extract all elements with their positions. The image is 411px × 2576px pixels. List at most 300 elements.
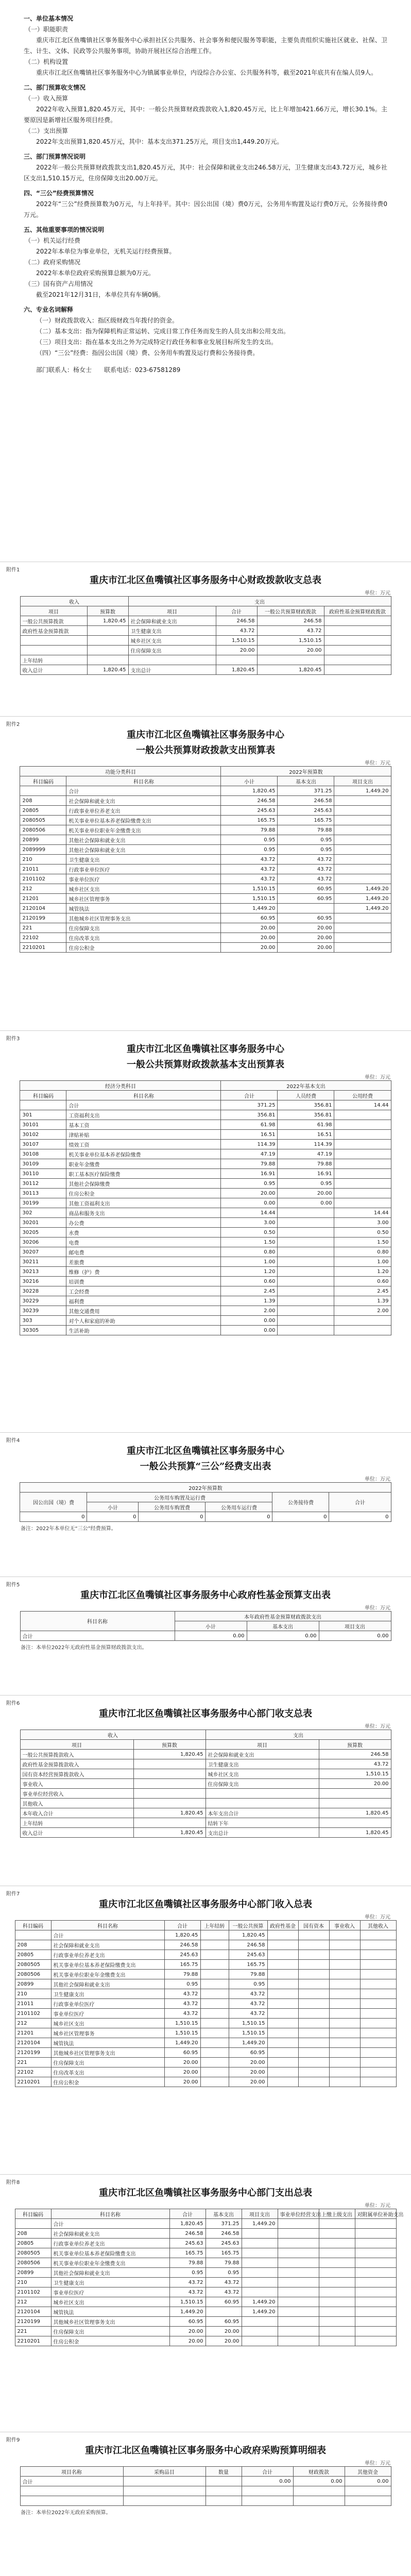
attachment-tag: 附件3 — [6, 1036, 20, 1042]
table-cell: 1,449.20 — [221, 904, 278, 913]
table-cell — [200, 1960, 229, 1970]
table-row — [20, 1179, 391, 1189]
paragraph: 2022年本单位政府采购预算总额为0万元。 — [36, 269, 155, 277]
table-cell: 城乡社区支出 — [66, 884, 221, 894]
table-cell: 1,510.15 — [164, 2028, 200, 2038]
table-cell: 20.00 — [278, 933, 334, 943]
table-cell: 收入总计 — [20, 665, 87, 675]
table-title: 重庆市江北区鱼嘴镇社区事务服务中心政府采购预算明细表 — [85, 2445, 326, 2456]
table-cell: 16.51 — [221, 1130, 278, 1140]
table-row — [20, 913, 391, 923]
table-row — [20, 1169, 391, 1179]
table-cell — [334, 943, 391, 953]
table-cell: 0.00 — [221, 1316, 278, 1326]
table-cell: 43.72 — [229, 2009, 267, 2019]
table-row — [15, 2058, 396, 2067]
attachment-tag: 附件8 — [6, 2180, 20, 2185]
table-cell — [267, 1930, 298, 1940]
table-cell — [257, 655, 324, 665]
basic-expenditure-table — [20, 1080, 391, 1335]
table-cell: 30201 — [20, 1218, 66, 1228]
table-cell — [200, 1979, 229, 1989]
table-cell — [360, 1930, 396, 1940]
column-header: 其他收入 — [360, 1921, 396, 1930]
table-cell: 1,449.20 — [334, 894, 391, 904]
table-cell: 1,820.45 — [133, 1750, 206, 1759]
department-summary-table — [20, 1730, 391, 1838]
table-row — [20, 884, 391, 894]
table-cell — [319, 2327, 355, 2336]
table-cell — [267, 1999, 298, 2009]
table-cell — [360, 1960, 396, 1970]
table-cell — [206, 2307, 242, 2317]
table-cell — [334, 923, 391, 933]
column-header: 预算数 — [319, 1740, 391, 1750]
table-header: 收入 — [20, 597, 128, 606]
table-cell — [329, 1999, 360, 2009]
table-cell: 20.00 — [278, 1189, 334, 1198]
table-cell: 其他社会保障缴费 — [66, 1179, 221, 1189]
table-cell: 30207 — [20, 1247, 66, 1257]
table-cell: 20.00 — [278, 943, 334, 953]
table-cell — [293, 2486, 345, 2496]
table-row — [15, 2038, 396, 2048]
table-cell — [278, 2229, 319, 2239]
table-1-section — [0, 562, 411, 675]
table-cell — [278, 1316, 334, 1326]
table-cell: 0.00 — [345, 2477, 391, 2486]
table-cell: 30199 — [20, 1198, 66, 1208]
column-header: 本年政府性基金预算财政拨款支出 — [175, 1612, 391, 1621]
table-cell: 1,820.45 — [229, 1930, 267, 1940]
government-fund-table — [20, 1611, 391, 1641]
table-row — [20, 1257, 391, 1267]
table-cell: 21011 — [20, 865, 66, 874]
paragraph: （三）项目支出：指在基本支出之外为完成特定行政任务和事业发展目标所发生的支出。 — [36, 338, 278, 346]
table-cell: 43.72 — [164, 1999, 200, 2009]
table-cell: 221 — [15, 2327, 51, 2336]
table-row — [20, 1100, 391, 1110]
contact-line: 部门联系人：杨女士 联系电话：023-67581289 — [36, 366, 181, 374]
table-cell: 其他工资福利支出 — [66, 1198, 221, 1208]
table-cell: 246.58 — [169, 2229, 206, 2239]
table-row — [15, 1960, 396, 1970]
table-cell: 1,510.15 — [319, 1769, 391, 1779]
table-cell — [360, 2058, 396, 2067]
attachment-tag: 附件2 — [6, 722, 20, 727]
section-subheading: （二）机构设置 — [25, 58, 68, 65]
table-cell — [324, 646, 391, 655]
table-cell — [345, 2486, 391, 2496]
table-cell — [242, 2317, 278, 2327]
table-cell — [334, 835, 391, 845]
table-row — [15, 2327, 396, 2336]
table-cell — [329, 2058, 360, 2067]
table-cell — [200, 2048, 229, 2058]
attachment-tag: 附件7 — [6, 1891, 20, 1897]
table-title: 重庆市江北区鱼嘴镇社区事务服务中心 — [127, 1044, 284, 1055]
table-row — [15, 2028, 396, 2038]
table-cell: 2101102 — [15, 2009, 51, 2019]
table-cell: 210 — [20, 855, 66, 865]
table-row — [20, 665, 391, 675]
paragraph: 2022年“三公”经费预算数为0万元，与上年持平。其中：因公出国（境）费0万元，公务用车购置及运行费0万元，公务接待费0万元。 — [24, 200, 387, 218]
table-cell: 一般公共预算拨款收入 — [20, 1750, 133, 1759]
unit-label: 单位：万元 — [365, 2461, 390, 2466]
table-cell — [20, 2496, 123, 2506]
table-cell: 2080506 — [15, 1970, 51, 1979]
section-heading: 六、专业名词解释 — [24, 306, 74, 313]
table-cell: 维修（护）费 — [66, 1267, 221, 1277]
table-cell: 20.00 — [206, 2327, 242, 2336]
procurement-table — [20, 2466, 391, 2506]
table-row — [20, 904, 391, 913]
table-cell: 20.00 — [278, 923, 334, 933]
table-cell — [278, 1296, 334, 1306]
table-row — [20, 933, 391, 943]
table-cell: 208 — [15, 1940, 51, 1950]
table-cell — [319, 2239, 355, 2248]
table-cell — [329, 1940, 360, 1950]
table-cell: 上年结转 — [20, 655, 87, 665]
table-cell: 79.88 — [229, 1970, 267, 1979]
table-cell — [319, 1818, 391, 1828]
unit-label: 单位：万元 — [365, 2203, 390, 2209]
table-cell: 机关事业单位基本养老保险缴费支出 — [51, 2248, 169, 2258]
table-cell: 住房公积金 — [51, 2077, 164, 2087]
table-cell: 生活补助 — [66, 1326, 221, 1335]
table-cell: 0.50 — [334, 1228, 391, 1238]
column-header: 公用经费 — [334, 1091, 391, 1100]
paragraph: 2022年支出预算1,820.45万元，其中：基本支出371.25万元，项目支出1,449.20万元。 — [36, 138, 283, 145]
table-cell — [329, 1979, 360, 1989]
column-header: 项目 — [20, 1740, 133, 1750]
table-cell: 22102 — [15, 2067, 51, 2077]
table-cell — [278, 2219, 319, 2229]
general-budget-expenditure-table — [20, 766, 391, 953]
table-cell — [200, 2009, 229, 2019]
unit-label: 单位：万元 — [365, 1605, 390, 1611]
table-row — [20, 1828, 391, 1838]
table-row — [15, 2009, 396, 2019]
table-cell: 住房公积金 — [66, 943, 221, 953]
column-header: 基本支出 — [206, 2209, 242, 2219]
table-cell: 43.72 — [257, 626, 324, 636]
table-cell: 114.39 — [221, 1140, 278, 1149]
table-title: 重庆市江北区鱼嘴镇社区事务服务中心部门支出总表 — [99, 2188, 312, 2198]
table-cell: 20899 — [15, 2268, 51, 2278]
table-cell — [334, 855, 391, 865]
table-row — [15, 2268, 396, 2278]
table-cell: 1,510.15 — [221, 894, 278, 904]
table-cell: 行政事业单位养老支出 — [51, 2239, 169, 2248]
table-cell: 20.00 — [164, 2067, 200, 2077]
column-header: 基本支出 — [247, 1621, 319, 1631]
table-cell: 0.95 — [278, 835, 334, 845]
table-cell — [242, 2336, 278, 2346]
table-cell: 0.60 — [221, 1277, 278, 1286]
table-cell — [334, 1198, 391, 1208]
table-cell — [15, 1930, 51, 1940]
table-cell: 1,510.15 — [257, 636, 324, 646]
table-cell: 60.95 — [169, 2317, 206, 2327]
table-cell: 政府性基金预算拨款收入 — [20, 1759, 133, 1769]
table-cell — [355, 2268, 396, 2278]
table-cell: 0.95 — [229, 1979, 267, 1989]
table-cell — [329, 1960, 360, 1970]
table-row — [20, 1789, 391, 1799]
table-row — [20, 616, 391, 626]
column-header: 预算数 — [133, 1740, 206, 1750]
table-cell: 43.72 — [221, 865, 278, 874]
table-cell: 津贴补贴 — [66, 1130, 221, 1140]
table-cell: 0.80 — [334, 1247, 391, 1257]
table-cell — [355, 2327, 396, 2336]
table-title: 重庆市江北区鱼嘴镇社区事务服务中心部门收入总表 — [99, 1899, 312, 1910]
table-cell — [319, 2219, 355, 2229]
table-cell — [242, 2278, 278, 2287]
table-cell — [278, 1238, 334, 1247]
table-cell: 20.00 — [221, 1189, 278, 1198]
table-cell: 0.95 — [221, 835, 278, 845]
unit-label: 单位：万元 — [365, 1724, 390, 1730]
column-header: 科目编码 — [15, 1921, 51, 1930]
table-cell: 20.00 — [206, 2336, 242, 2346]
table-cell: 1,820.45 — [319, 1808, 391, 1818]
column-header: 财政拨款 — [293, 2467, 345, 2477]
table-cell: 其他社会保障和就业支出 — [51, 2268, 169, 2278]
table-cell — [278, 2287, 319, 2297]
table-cell: 0.95 — [164, 1979, 200, 1989]
table-cell: 1,820.45 — [87, 616, 128, 626]
table-cell: 21011 — [15, 1999, 51, 2009]
table-row — [15, 2258, 396, 2268]
table-cell — [242, 2229, 278, 2239]
unit-label: 单位：万元 — [365, 1914, 390, 1920]
table-cell: 1,510.15 — [169, 2297, 206, 2307]
table-cell — [206, 2486, 242, 2496]
table-cell — [345, 2496, 391, 2506]
section-subheading: （一）机关运行经费 — [25, 237, 81, 244]
table-cell: 事业单位医疗 — [51, 2287, 169, 2297]
table-cell: 1.00 — [334, 1257, 391, 1267]
column-header: 2022年基本支出 — [221, 1081, 391, 1091]
table-cell: 工资福利支出 — [66, 1110, 221, 1120]
table-cell — [123, 2496, 206, 2506]
table-cell — [278, 1306, 334, 1316]
table-row — [20, 1631, 391, 1641]
table-cell: 165.75 — [221, 816, 278, 825]
table-cell: 356.81 — [278, 1110, 334, 1120]
table-cell: 20.00 — [169, 2327, 206, 2336]
table-cell: 住房公积金 — [51, 2336, 169, 2346]
table-cell: 303 — [20, 1316, 66, 1326]
column-header: 科目编码 — [15, 2209, 51, 2219]
table-cell — [355, 2287, 396, 2297]
table-cell: 1,820.45 — [216, 665, 257, 675]
table-cell: 14.44 — [334, 1100, 391, 1110]
table-row — [20, 1799, 391, 1808]
table-cell: 2.00 — [334, 1306, 391, 1316]
table-cell — [242, 2496, 293, 2506]
table-cell — [360, 1950, 396, 1960]
table-row — [20, 1110, 391, 1120]
column-header: 一般公共预算财政拨款 — [257, 606, 324, 616]
table-cell: 20.00 — [216, 646, 257, 655]
column-header: 合计 — [216, 606, 257, 616]
table-cell — [355, 2219, 396, 2229]
column-header: 科目编码 — [20, 776, 66, 786]
table-cell: 1,820.45 — [164, 1930, 200, 1940]
table-cell: 福利费 — [66, 1296, 221, 1306]
table-cell: 1,820.45 — [133, 1828, 206, 1838]
table-cell — [298, 2067, 329, 2077]
table-cell: 城管执法 — [51, 2038, 164, 2048]
table-cell — [278, 1286, 334, 1296]
table-cell: 60.95 — [278, 884, 334, 894]
table-cell: 20.00 — [229, 2058, 267, 2067]
table-cell: 61.98 — [221, 1120, 278, 1130]
table-row — [20, 1306, 391, 1316]
table-cell — [278, 1257, 334, 1267]
table-cell: 2101102 — [20, 874, 66, 884]
table-cell — [329, 2028, 360, 2038]
table-cell — [360, 1940, 396, 1950]
table-cell: 30102 — [20, 1130, 66, 1140]
table-cell: 245.63 — [278, 806, 334, 816]
paragraph: （一）财政拨款收入：指区级财政当年拨付的资金。 — [36, 317, 179, 324]
table-3-section — [0, 1030, 411, 1335]
table-cell: 302 — [20, 1208, 66, 1218]
table-cell — [334, 796, 391, 806]
table-cell: 371.25 — [278, 786, 334, 796]
table-cell — [319, 2278, 355, 2287]
table-cell: 1,510.15 — [164, 2019, 200, 2028]
table-cell: 20.00 — [221, 923, 278, 933]
table-cell — [200, 1989, 229, 1999]
table-cell: 79.88 — [206, 2258, 242, 2268]
table-cell: 245.63 — [164, 1950, 200, 1960]
table-cell — [298, 2038, 329, 2048]
table-cell: 246.58 — [216, 616, 257, 626]
table-row — [20, 1750, 391, 1759]
table-cell: 30110 — [20, 1169, 66, 1179]
table-row — [20, 1218, 391, 1228]
paragraph: 2022年本单位为事业单位，无机关运行经费预算。 — [36, 248, 176, 255]
table-cell — [200, 2038, 229, 2048]
table-cell: 210 — [15, 1989, 51, 1999]
table-cell: 职业年金缴费 — [66, 1159, 221, 1169]
column-header: 上年结转 — [200, 1921, 229, 1930]
table-cell: 结转下年 — [206, 1818, 319, 1828]
table-cell — [200, 1930, 229, 1940]
table-cell — [278, 1218, 334, 1228]
table-cell: 工会经费 — [66, 1286, 221, 1296]
table-cell — [298, 1970, 329, 1979]
table-cell — [87, 636, 128, 646]
column-header: 因公出国（境）费 — [20, 1493, 87, 1512]
table-cell: 246.58 — [164, 1940, 200, 1950]
table-cell — [360, 2048, 396, 2058]
table-cell — [267, 2009, 298, 2019]
table-cell — [360, 2077, 396, 2087]
table-row — [20, 1296, 391, 1306]
table-cell: 收入总计 — [20, 1828, 133, 1838]
table-row — [20, 865, 391, 874]
table-cell: 212 — [15, 2297, 51, 2307]
table-cell: 1.00 — [221, 1257, 278, 1267]
table-cell — [278, 2258, 319, 2268]
table-row — [20, 1159, 391, 1169]
table-cell — [267, 2038, 298, 2048]
table-cell: 2080505 — [15, 1960, 51, 1970]
table-cell: 43.72 — [278, 874, 334, 884]
table-row — [15, 2297, 396, 2307]
table-row — [20, 655, 391, 665]
table-cell: 1,820.45 — [133, 1808, 206, 1818]
table-cell: 79.88 — [221, 1159, 278, 1169]
column-header: 科目名称 — [66, 1091, 221, 1100]
table-cell — [200, 2058, 229, 2067]
table-cell: 165.75 — [164, 1960, 200, 1970]
paragraph: 2022年一般公共预算财政拨款支出1,820.45万元，其中：社会保障和就业支出246.58万元，卫生健康支出43.72万元，城乡社区支出1,510.15万元，住房保障支出20.00万元。 — [24, 164, 387, 182]
table-cell: 其他城乡社区管理事务支出 — [51, 2317, 169, 2327]
column-header: 合计 — [164, 1921, 200, 1930]
table-cell: 国有资本经营预算拨款收入 — [20, 1769, 133, 1779]
column-header: 公务用车购置费 — [139, 1502, 206, 1512]
table-cell: 43.72 — [221, 874, 278, 884]
table-cell: 差旅费 — [66, 1257, 221, 1267]
table-cell: 0 — [87, 1512, 139, 1522]
table-title: 重庆市江北区鱼嘴镇社区事务服务中心政府性基金预算支出表 — [80, 1590, 331, 1601]
table-cell: 机关事业单位基本养老保险缴费支出 — [51, 1960, 164, 1970]
table-9-section — [0, 2432, 411, 2516]
column-header: 项目 — [206, 1740, 319, 1750]
table-cell: 1.39 — [334, 1296, 391, 1306]
table-cell: 43.72 — [206, 2287, 242, 2297]
table-cell — [206, 2477, 242, 2486]
unit-label: 单位：万元 — [365, 590, 390, 596]
table-cell: 合计 — [20, 1631, 175, 1641]
table-row — [20, 835, 391, 845]
table-cell — [360, 2038, 396, 2048]
table-cell: 城乡社区支出 — [206, 1769, 319, 1779]
table-cell — [200, 1999, 229, 2009]
table-cell: 城乡社区支出 — [128, 636, 216, 646]
table-cell — [20, 636, 87, 646]
table-cell: 43.72 — [169, 2287, 206, 2297]
table-cell: 79.88 — [221, 825, 278, 835]
table-cell: 邮电费 — [66, 1247, 221, 1257]
table-cell — [278, 2327, 319, 2336]
table-cell — [206, 2496, 242, 2506]
table-cell: 培训费 — [66, 1277, 221, 1286]
table-cell — [278, 2268, 319, 2278]
table-row — [20, 1316, 391, 1326]
table-row — [20, 1120, 391, 1130]
column-header: 合计 — [329, 1493, 391, 1512]
table-cell: 245.63 — [229, 1950, 267, 1960]
table-cell: 30228 — [20, 1286, 66, 1296]
table-cell: 221 — [20, 923, 66, 933]
table-cell — [133, 1769, 206, 1779]
table-cell — [128, 655, 216, 665]
unit-label: 单位：万元 — [365, 1477, 390, 1482]
table-cell: 行政事业单位医疗 — [51, 1999, 164, 2009]
table-cell: 30113 — [20, 1189, 66, 1198]
table-cell — [216, 655, 257, 665]
table-cell — [298, 1940, 329, 1950]
